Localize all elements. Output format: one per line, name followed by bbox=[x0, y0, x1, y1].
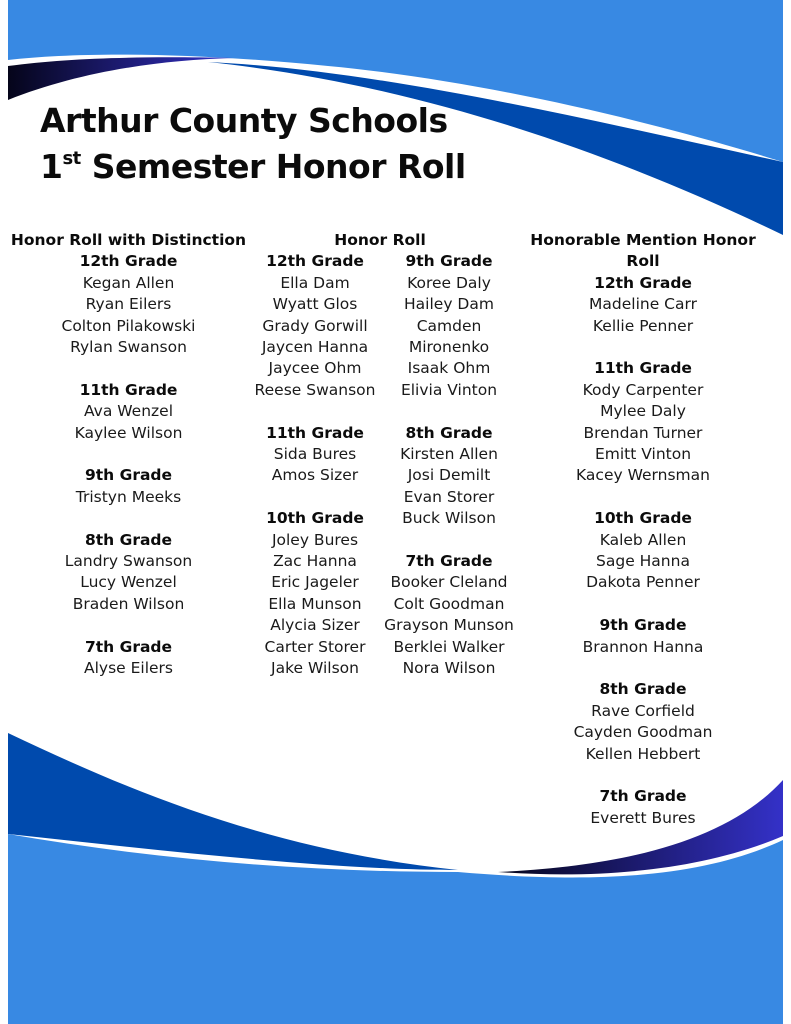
student-name: Ryan Eilers bbox=[85, 295, 172, 314]
student-name: Koree Daly bbox=[407, 273, 491, 292]
student-name: Kacey Wernsman bbox=[576, 466, 710, 485]
student-name: Rylan Swanson bbox=[70, 338, 187, 357]
grade-heading: 12th Grade bbox=[594, 273, 692, 292]
student-name: Brendan Turner bbox=[583, 423, 703, 442]
student-name: Jake Wilson bbox=[271, 659, 359, 678]
student-name: Everett Bures bbox=[590, 808, 696, 827]
student-name: Kaylee Wilson bbox=[74, 423, 183, 442]
honor-roll-left-column bbox=[245, 251, 385, 679]
top-gradient-swoosh bbox=[8, 57, 233, 100]
student-name: Colt Goodman bbox=[393, 594, 505, 613]
grade-heading: 10th Grade bbox=[594, 509, 692, 528]
student-name: Zac Hanna bbox=[273, 552, 357, 571]
student-name: Sage Hanna bbox=[596, 552, 690, 571]
student-name: Josi Demilt bbox=[407, 466, 491, 485]
student-name: Booker Cleland bbox=[390, 573, 508, 592]
student-name: Grayson Munson bbox=[384, 616, 514, 635]
student-name: Colton Pilakowski bbox=[61, 316, 196, 335]
student-name: Berklei Walker bbox=[393, 637, 505, 656]
title-line-2: 1st Semester Honor Roll bbox=[40, 147, 466, 186]
honor-roll-heading: Honor Roll bbox=[334, 231, 426, 249]
honorable-mention-heading: Honorable Mention Honor Roll bbox=[530, 231, 756, 271]
title-line-1: Arthur County Schools bbox=[40, 101, 448, 140]
student-name: Jaycee Ohm bbox=[268, 359, 362, 378]
grade-heading: 9th Grade bbox=[84, 466, 173, 485]
student-name: Kody Carpenter bbox=[582, 380, 704, 399]
grade-heading: 8th Grade bbox=[84, 530, 173, 549]
student-name: Rave Corfield bbox=[591, 701, 695, 720]
student-name: Tristyn Meeks bbox=[75, 487, 182, 506]
honor-roll-right-column bbox=[379, 251, 519, 679]
distinction-heading: Honor Roll with Distinction bbox=[10, 231, 247, 249]
student-name: Isaak Ohm bbox=[407, 359, 491, 378]
student-name: Alyse Eilers bbox=[83, 659, 173, 678]
student-name: Eric Jageler bbox=[271, 573, 359, 592]
student-name: Kellen Hebbert bbox=[585, 744, 701, 763]
grade-heading: 7th Grade bbox=[405, 552, 493, 571]
grade-heading: 8th Grade bbox=[599, 680, 687, 699]
distinction-column bbox=[8, 230, 249, 679]
student-name: Hailey Dam bbox=[404, 295, 494, 314]
student-name: Buck Wilson bbox=[402, 509, 496, 528]
honorable-mention-column bbox=[513, 230, 773, 829]
student-name: Kaleb Allen bbox=[599, 530, 687, 549]
student-name: Kirsten Allen bbox=[400, 445, 498, 464]
student-name: Dakota Penner bbox=[586, 573, 700, 592]
student-name: Nora Wilson bbox=[402, 659, 496, 678]
student-name: Mylee Daly bbox=[600, 402, 686, 421]
student-name: Kellie Penner bbox=[592, 316, 694, 335]
grade-heading: 7th Grade bbox=[84, 637, 173, 656]
honor-roll-flyer bbox=[8, 0, 783, 1024]
student-name: Amos Sizer bbox=[271, 466, 359, 485]
grade-heading: 12th Grade bbox=[79, 252, 178, 271]
student-name: Landry Swanson bbox=[64, 552, 193, 571]
grade-heading: 11th Grade bbox=[266, 423, 364, 442]
student-name: Elivia Vinton bbox=[400, 380, 498, 399]
grade-heading: 11th Grade bbox=[594, 359, 692, 378]
student-name: Mironenko bbox=[408, 338, 490, 357]
student-name: Alycia Sizer bbox=[270, 616, 360, 635]
grade-heading: 8th Grade bbox=[405, 423, 493, 442]
student-name: Wyatt Glos bbox=[272, 295, 358, 314]
page-title bbox=[40, 98, 466, 190]
student-name: Cayden Goodman bbox=[573, 723, 713, 742]
student-name: Madeline Carr bbox=[589, 295, 697, 314]
student-name: Emitt Vinton bbox=[594, 445, 692, 464]
student-name: Ella Dam bbox=[280, 273, 350, 292]
student-name: Ella Munson bbox=[268, 594, 362, 613]
student-name: Ava Wenzel bbox=[83, 402, 174, 421]
student-name: Reese Swanson bbox=[254, 380, 376, 399]
grade-heading: 9th Grade bbox=[599, 616, 687, 635]
grade-heading: 10th Grade bbox=[266, 509, 364, 528]
grade-heading: 7th Grade bbox=[599, 787, 687, 806]
student-name: Grady Gorwill bbox=[262, 316, 368, 335]
student-name: Braden Wilson bbox=[72, 594, 185, 613]
student-name: Carter Storer bbox=[264, 637, 366, 656]
student-name: Camden bbox=[416, 316, 482, 335]
grade-heading: 12th Grade bbox=[266, 252, 364, 271]
student-name: Brannon Hanna bbox=[582, 637, 704, 656]
student-name: Kegan Allen bbox=[82, 273, 175, 292]
student-name: Sida Bures bbox=[273, 445, 357, 464]
student-name: Joley Bures bbox=[271, 530, 359, 549]
student-name: Jaycen Hanna bbox=[261, 338, 369, 357]
student-name: Lucy Wenzel bbox=[80, 573, 177, 592]
student-name: Evan Storer bbox=[403, 487, 495, 506]
grade-heading: 11th Grade bbox=[79, 380, 178, 399]
grade-heading: 9th Grade bbox=[405, 252, 493, 271]
